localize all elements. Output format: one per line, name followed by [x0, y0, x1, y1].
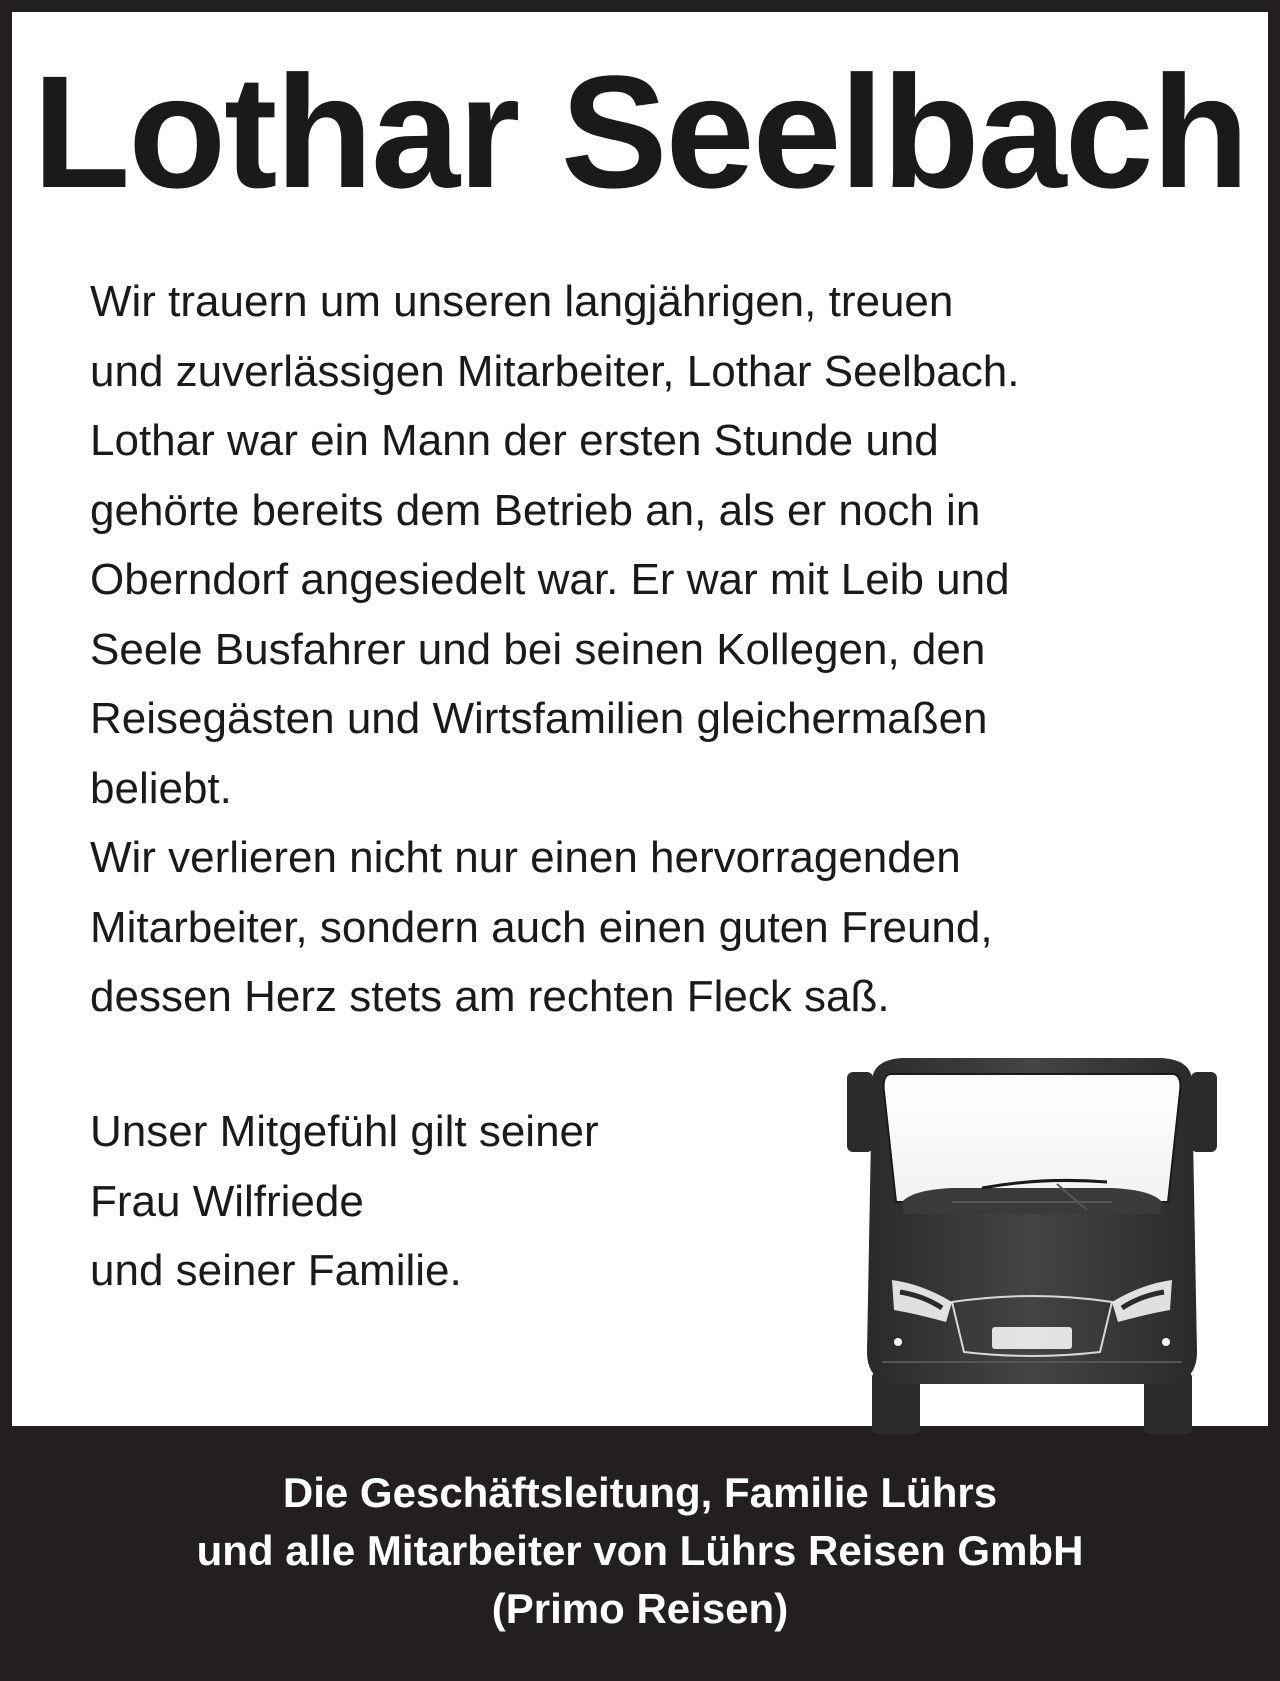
deceased-name: Lothar Seelbach [32, 42, 1248, 221]
paragraph-friend: Wir verlieren nicht nur einen hervorragenden Mitarbeiter, sondern auch einen guten Freund, dessen Herz stets am rechten Fleck saß. [90, 833, 993, 1021]
signature-footer [0, 1426, 1280, 1681]
footer-line: Die Geschäftsleitung, Familie Lührs [282, 1469, 998, 1516]
sympathy-line: und seiner Familie. [90, 1246, 462, 1295]
sympathy-line: Frau Wilfriede [90, 1176, 364, 1226]
notice-body [90, 267, 1200, 1032]
paragraph-tribute: Wir trauern um unseren langjährigen, treuen und zuverlässigen Mitarbeiter, Lothar Seelbach. Lothar war ein Mann der ersten Stunde und gehörte bereits dem Betrieb an, als er noch in Oberndorf angesiedelt war. Er war mit Leib und Seele Busfahrer und bei seinen Kollegen, den Reisegästen und Wirtsfamilien gleichermaßen beliebt. [90, 277, 1020, 813]
bus-front-icon [842, 1052, 1222, 1437]
notice-panel [12, 12, 1268, 1426]
sympathy-block [90, 1097, 790, 1306]
sympathy-line: Unser Mitgefühl gilt seiner [90, 1107, 599, 1156]
footer-line: (Primo Reisen) [491, 1585, 789, 1632]
footer-line: und alle Mitarbeiter von Lührs Reisen GmbH [196, 1527, 1084, 1574]
